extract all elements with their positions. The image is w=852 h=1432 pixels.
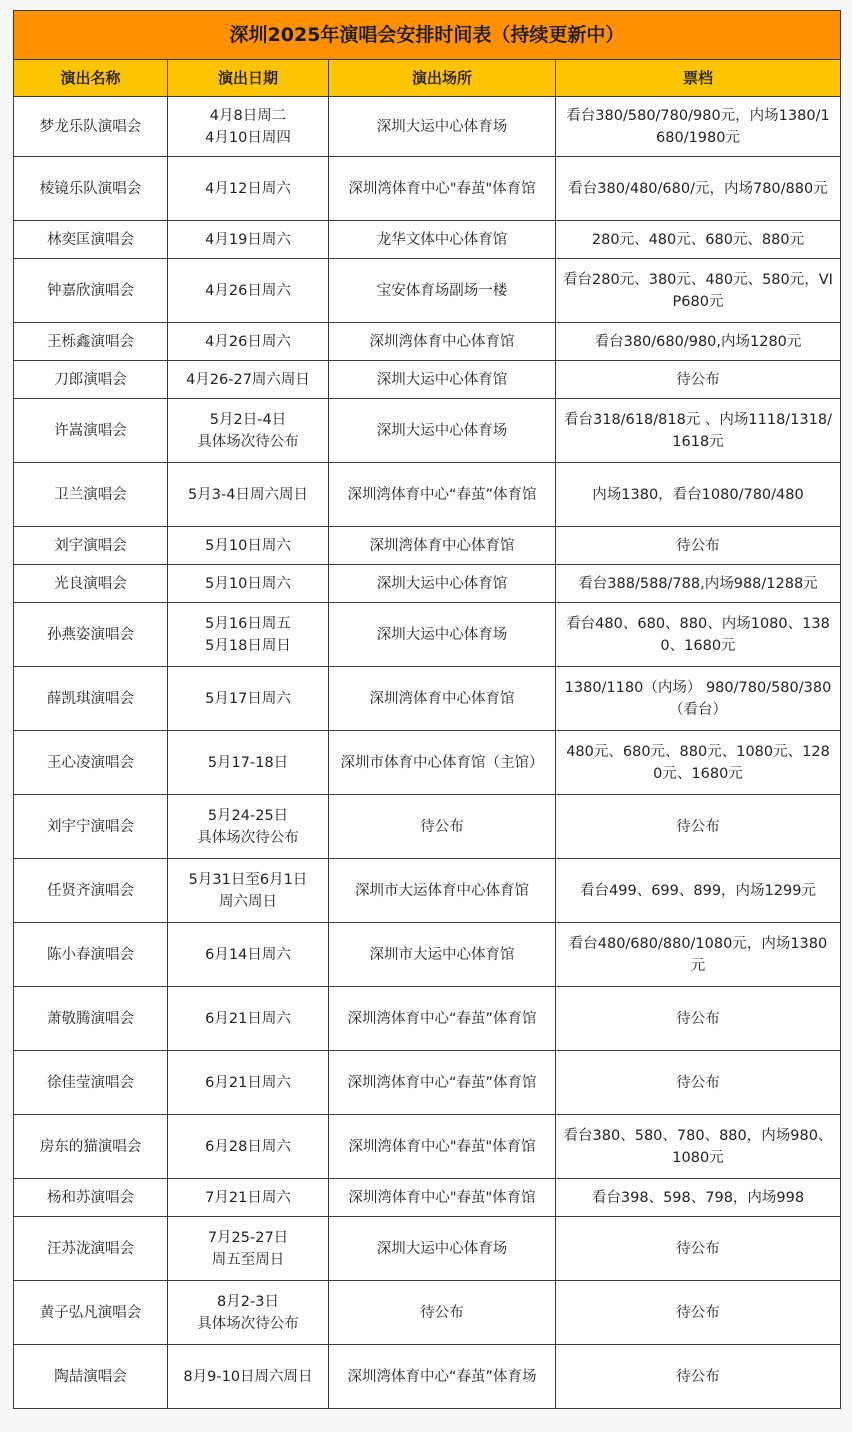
cell-price: 看台388/588/788,内场988/1288元 (556, 565, 841, 603)
table-row (14, 157, 841, 221)
cell-date: 7月25-27日 周五至周日 (168, 1217, 329, 1281)
cell-price: 看台380/580/780/980元，内场1380/1680/1980元 (556, 97, 841, 157)
cell-venue: 深圳大运中心体育场 (329, 1217, 556, 1281)
cell-price: 看台280元、380元、480元、580元，VIP680元 (556, 259, 841, 323)
table-row (14, 259, 841, 323)
cell-name: 陈小春演唱会 (14, 923, 168, 987)
cell-venue: 深圳湾体育中心"春茧"体育馆 (329, 1115, 556, 1179)
cell-date: 5月16日周五 5月18日周日 (168, 603, 329, 667)
cell-name: 孙燕姿演唱会 (14, 603, 168, 667)
header-date: 演出日期 (168, 60, 329, 97)
cell-price: 1380/1180（内场） 980/780/580/380（看台） (556, 667, 841, 731)
table-row (14, 1281, 841, 1345)
cell-date: 6月21日周六 (168, 1051, 329, 1115)
cell-date: 4月19日周六 (168, 221, 329, 259)
table-row (14, 731, 841, 795)
cell-date: 5月31日至6月1日 周六周日 (168, 859, 329, 923)
cell-name: 薛凯琪演唱会 (14, 667, 168, 731)
cell-name: 房东的猫演唱会 (14, 1115, 168, 1179)
cell-name: 汪苏泷演唱会 (14, 1217, 168, 1281)
cell-venue: 深圳大运中心体育场 (329, 97, 556, 157)
cell-venue: 深圳湾体育中心体育馆 (329, 323, 556, 361)
table-row (14, 527, 841, 565)
table-row (14, 221, 841, 259)
cell-date: 6月21日周六 (168, 987, 329, 1051)
cell-venue: 深圳大运中心体育场 (329, 399, 556, 463)
cell-date: 7月21日周六 (168, 1179, 329, 1217)
header-row (14, 60, 841, 97)
table-row (14, 923, 841, 987)
cell-date: 6月14日周六 (168, 923, 329, 987)
cell-date: 8月9-10日周六周日 (168, 1345, 329, 1409)
cell-date: 5月24-25日 具体场次待公布 (168, 795, 329, 859)
table-row (14, 1179, 841, 1217)
cell-date: 5月2日-4日 具体场次待公布 (168, 399, 329, 463)
cell-venue: 深圳湾体育中心体育馆 (329, 667, 556, 731)
cell-price: 待公布 (556, 1345, 841, 1409)
cell-price: 看台480/680/880/1080元，内场1380元 (556, 923, 841, 987)
cell-venue: 龙华文体中心体育馆 (329, 221, 556, 259)
cell-venue: 深圳大运中心体育馆 (329, 565, 556, 603)
cell-venue: 待公布 (329, 795, 556, 859)
table-row (14, 361, 841, 399)
cell-name: 杨和苏演唱会 (14, 1179, 168, 1217)
table-row (14, 795, 841, 859)
cell-price: 看台380、580、780、880，内场980、1080元 (556, 1115, 841, 1179)
cell-name: 刘宇演唱会 (14, 527, 168, 565)
cell-price: 看台499、699、899，内场1299元 (556, 859, 841, 923)
cell-name: 萧敬腾演唱会 (14, 987, 168, 1051)
cell-name: 王栎鑫演唱会 (14, 323, 168, 361)
cell-name: 林奕匡演唱会 (14, 221, 168, 259)
cell-venue: 深圳湾体育中心“春茧”体育馆 (329, 1051, 556, 1115)
cell-date: 4月12日周六 (168, 157, 329, 221)
table-row (14, 97, 841, 157)
cell-date: 6月28日周六 (168, 1115, 329, 1179)
cell-venue: 深圳湾体育中心“春茧”体育场 (329, 1345, 556, 1409)
table-row (14, 399, 841, 463)
cell-date: 5月17-18日 (168, 731, 329, 795)
cell-date: 5月3-4日周六周日 (168, 463, 329, 527)
cell-price: 待公布 (556, 987, 841, 1051)
cell-venue: 深圳大运中心体育馆 (329, 361, 556, 399)
table-body (14, 97, 841, 1409)
cell-date: 4月26日周六 (168, 323, 329, 361)
cell-venue: 深圳湾体育中心"春茧"体育馆 (329, 157, 556, 221)
cell-venue: 深圳市体育中心体育馆（主馆） (329, 731, 556, 795)
cell-name: 陶喆演唱会 (14, 1345, 168, 1409)
cell-name: 许嵩演唱会 (14, 399, 168, 463)
table-row (14, 859, 841, 923)
table-row (14, 603, 841, 667)
cell-venue: 深圳市大运体育中心体育馆 (329, 859, 556, 923)
cell-name: 卫兰演唱会 (14, 463, 168, 527)
cell-price: 看台480、680、880、内场1080、1380、1680元 (556, 603, 841, 667)
concert-schedule-table (13, 10, 841, 1409)
cell-venue: 深圳湾体育中心“春茧”体育馆 (329, 463, 556, 527)
cell-date: 5月10日周六 (168, 527, 329, 565)
cell-name: 梦龙乐队演唱会 (14, 97, 168, 157)
header-name: 演出名称 (14, 60, 168, 97)
cell-date: 5月10日周六 (168, 565, 329, 603)
cell-price: 480元、680元、880元、1080元、1280元、1680元 (556, 731, 841, 795)
table-row (14, 1217, 841, 1281)
table-title: 深圳2025年演唱会安排时间表（持续更新中） (14, 11, 841, 60)
cell-price: 看台380/480/680/元，内场780/880元 (556, 157, 841, 221)
header-price: 票档 (556, 60, 841, 97)
cell-name: 刀郎演唱会 (14, 361, 168, 399)
table-row (14, 1345, 841, 1409)
cell-price: 280元、480元、680元、880元 (556, 221, 841, 259)
cell-price: 待公布 (556, 1217, 841, 1281)
cell-date: 4月26-27周六周日 (168, 361, 329, 399)
cell-price: 看台318/618/818元 、内场1118/1318/1618元 (556, 399, 841, 463)
table-row (14, 667, 841, 731)
cell-name: 徐佳莹演唱会 (14, 1051, 168, 1115)
schedule-container (13, 10, 841, 1409)
cell-venue: 深圳湾体育中心体育馆 (329, 527, 556, 565)
cell-name: 棱镜乐队演唱会 (14, 157, 168, 221)
cell-price: 待公布 (556, 361, 841, 399)
cell-price: 待公布 (556, 527, 841, 565)
cell-venue: 深圳湾体育中心"春茧"体育馆 (329, 1179, 556, 1217)
table-row (14, 565, 841, 603)
cell-price: 待公布 (556, 795, 841, 859)
cell-name: 钟嘉欣演唱会 (14, 259, 168, 323)
cell-price: 待公布 (556, 1281, 841, 1345)
cell-name: 黄子弘凡演唱会 (14, 1281, 168, 1345)
cell-date: 5月17日周六 (168, 667, 329, 731)
cell-venue: 深圳大运中心体育场 (329, 603, 556, 667)
table-row (14, 987, 841, 1051)
cell-venue: 深圳湾体育中心“春茧”体育馆 (329, 987, 556, 1051)
cell-name: 王心凌演唱会 (14, 731, 168, 795)
table-row (14, 1051, 841, 1115)
cell-price: 看台398、598、798，内场998 (556, 1179, 841, 1217)
table-row (14, 323, 841, 361)
cell-date: 4月26日周六 (168, 259, 329, 323)
table-row (14, 463, 841, 527)
cell-venue: 深圳市大运中心体育馆 (329, 923, 556, 987)
header-venue: 演出场所 (329, 60, 556, 97)
cell-date: 4月8日周二 4月10日周四 (168, 97, 329, 157)
cell-date: 8月2-3日 具体场次待公布 (168, 1281, 329, 1345)
cell-price: 待公布 (556, 1051, 841, 1115)
table-row (14, 1115, 841, 1179)
cell-name: 刘宇宁演唱会 (14, 795, 168, 859)
cell-venue: 待公布 (329, 1281, 556, 1345)
cell-price: 内场1380，看台1080/780/480 (556, 463, 841, 527)
cell-name: 任贤齐演唱会 (14, 859, 168, 923)
cell-name: 光良演唱会 (14, 565, 168, 603)
cell-venue: 宝安体育场副场一楼 (329, 259, 556, 323)
cell-price: 看台380/680/980,内场1280元 (556, 323, 841, 361)
